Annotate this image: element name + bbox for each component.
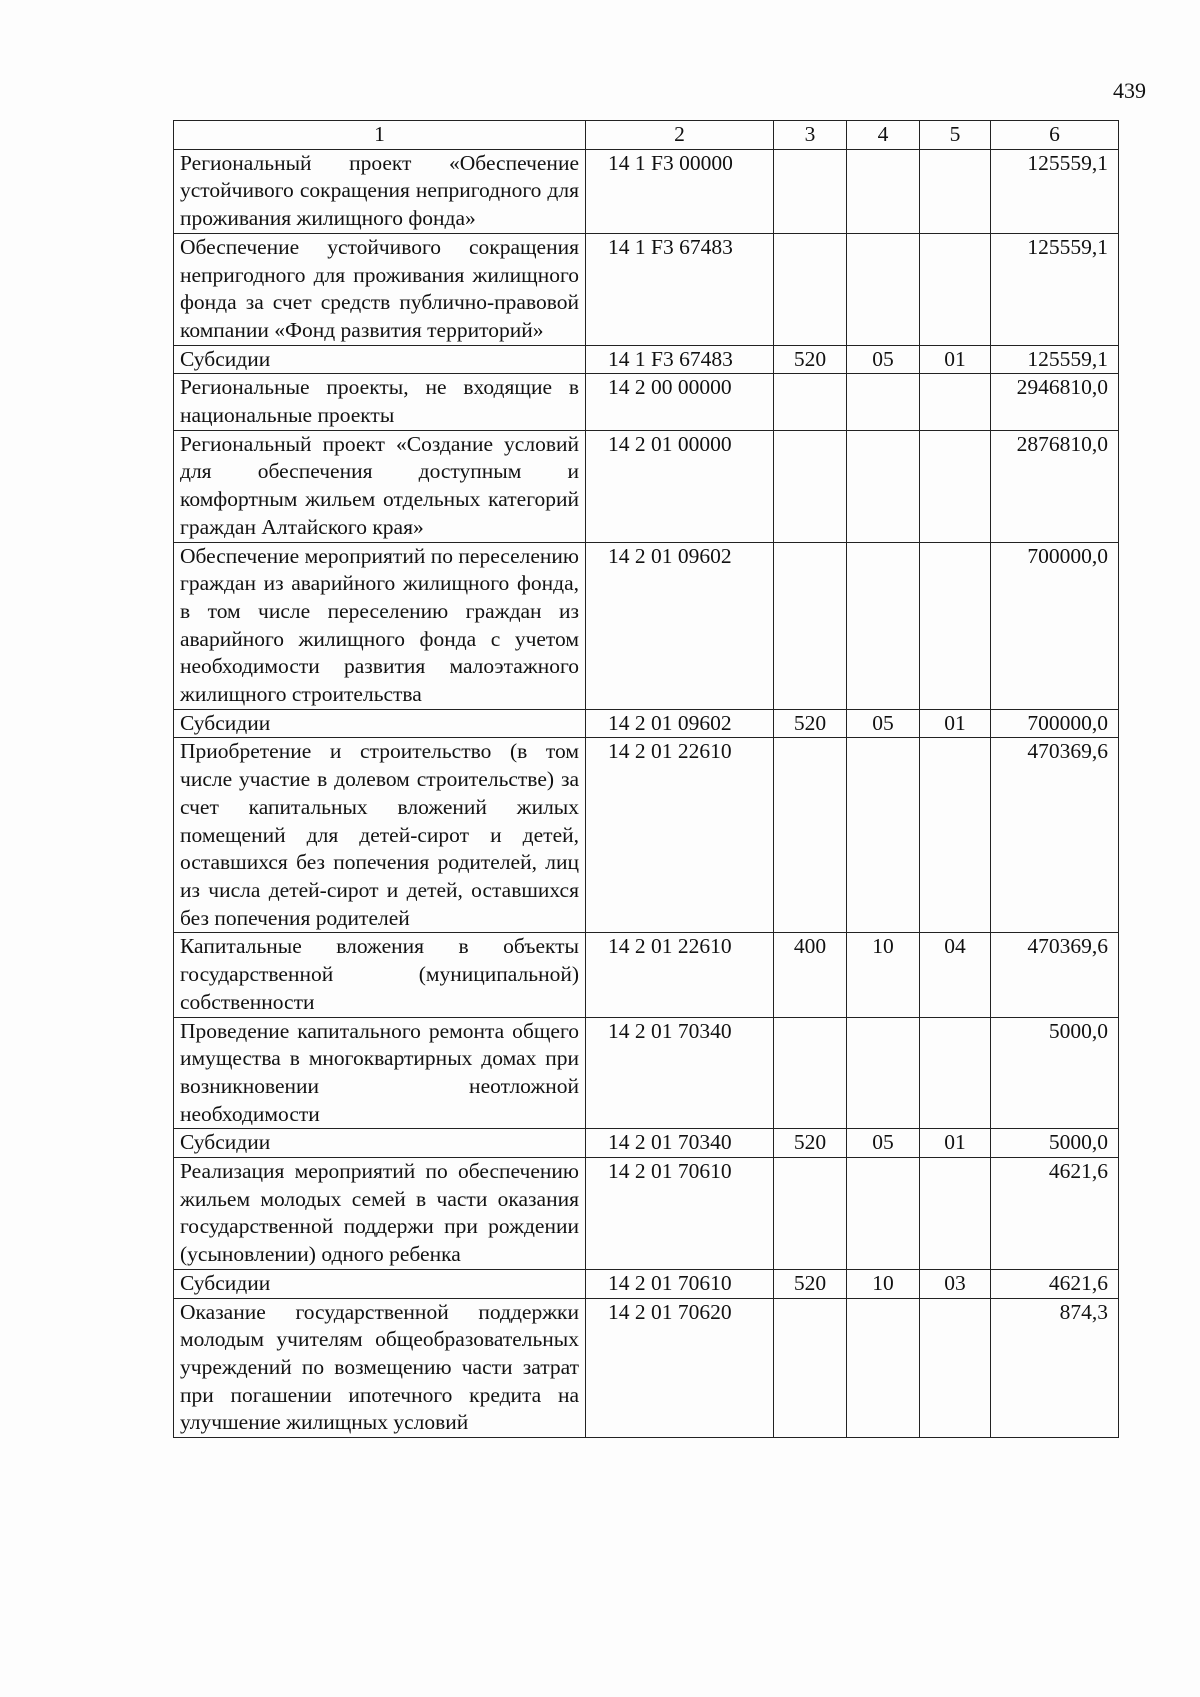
- row-code-cell: 14 2 00 00000: [586, 374, 774, 430]
- table-header-row: [174, 121, 1119, 150]
- column-header: 6: [991, 121, 1119, 150]
- row-col4-cell: 10: [847, 1269, 920, 1298]
- row-code-cell: 14 1 F3 00000: [586, 149, 774, 233]
- row-col3-cell: [774, 149, 847, 233]
- row-col5-cell: [920, 149, 991, 233]
- table-row: [174, 1298, 1119, 1438]
- row-col5-cell: 01: [920, 709, 991, 738]
- column-header: 2: [586, 121, 774, 150]
- row-name-cell: Региональный проект «Создание условий для обеспечения доступным и комфортным жильем отдельных категорий граждан Алтайского края»: [174, 430, 586, 542]
- table-row: [174, 149, 1119, 233]
- row-name-cell: Обеспечение мероприятий по переселению граждан из аварийного жилищного фонда, в том числе переселению граждан из аварийного жилищного фонда с учетом необходимости развития малоэтажного жилищного строительства: [174, 542, 586, 709]
- row-col5-cell: [920, 1017, 991, 1129]
- row-col3-cell: 520: [774, 1269, 847, 1298]
- row-col5-cell: [920, 233, 991, 345]
- column-header: 5: [920, 121, 991, 150]
- table-row: [174, 345, 1119, 374]
- row-col4-cell: [847, 1298, 920, 1438]
- row-code-cell: 14 2 01 00000: [586, 430, 774, 542]
- row-code-cell: 14 2 01 70610: [586, 1158, 774, 1270]
- row-col3-cell: [774, 738, 847, 933]
- row-col4-cell: 05: [847, 345, 920, 374]
- table-row: [174, 542, 1119, 709]
- row-amount-cell: 125559,1: [991, 233, 1119, 345]
- row-col3-cell: [774, 1017, 847, 1129]
- table-row: [174, 1017, 1119, 1129]
- row-col5-cell: [920, 1158, 991, 1270]
- row-amount-cell: 700000,0: [991, 709, 1119, 738]
- row-col4-cell: [847, 430, 920, 542]
- row-name-cell: Субсидии: [174, 345, 586, 374]
- row-amount-cell: 470369,6: [991, 738, 1119, 933]
- row-name-cell: Капитальные вложения в объекты государственной (муниципальной) собственности: [174, 933, 586, 1017]
- row-col5-cell: [920, 542, 991, 709]
- row-col3-cell: [774, 1298, 847, 1438]
- row-col4-cell: [847, 374, 920, 430]
- row-code-cell: 14 2 01 70620: [586, 1298, 774, 1438]
- row-col3-cell: [774, 430, 847, 542]
- row-col3-cell: [774, 1158, 847, 1270]
- table-row: [174, 1269, 1119, 1298]
- row-code-cell: 14 2 01 70340: [586, 1129, 774, 1158]
- row-col4-cell: [847, 149, 920, 233]
- table-row: [174, 1158, 1119, 1270]
- row-col5-cell: 01: [920, 1129, 991, 1158]
- row-name-cell: Региональный проект «Обеспечение устойчивого сокращения непригодного для проживания жилищного фонда»: [174, 149, 586, 233]
- row-amount-cell: 5000,0: [991, 1129, 1119, 1158]
- row-col4-cell: 05: [847, 709, 920, 738]
- row-name-cell: Проведение капитального ремонта общего имущества в многоквартирных домах при возникновении неотложной необходимости: [174, 1017, 586, 1129]
- row-amount-cell: 4621,6: [991, 1158, 1119, 1270]
- row-col4-cell: 10: [847, 933, 920, 1017]
- row-col3-cell: 520: [774, 345, 847, 374]
- row-col5-cell: [920, 374, 991, 430]
- row-col3-cell: [774, 374, 847, 430]
- row-amount-cell: 125559,1: [991, 345, 1119, 374]
- column-header: 1: [174, 121, 586, 150]
- row-amount-cell: 125559,1: [991, 149, 1119, 233]
- row-col5-cell: [920, 1298, 991, 1438]
- table-row: [174, 233, 1119, 345]
- row-name-cell: Приобретение и строительство (в том числе участие в долевом строительстве) за счет капитальных вложений жилых помещений для детей-сирот и детей, оставшихся без попечения родителей, лиц из числа детей-сирот и детей, оставшихся без попечения родителей: [174, 738, 586, 933]
- row-name-cell: Реализация мероприятий по обеспечению жильем молодых семей в части оказания государственной поддержи при рождении (усыновлении) одного ребенка: [174, 1158, 586, 1270]
- table-row: [174, 430, 1119, 542]
- row-col4-cell: [847, 738, 920, 933]
- row-col5-cell: 01: [920, 345, 991, 374]
- row-amount-cell: 5000,0: [991, 1017, 1119, 1129]
- column-header: 3: [774, 121, 847, 150]
- row-code-cell: 14 2 01 70610: [586, 1269, 774, 1298]
- row-col4-cell: [847, 233, 920, 345]
- row-col3-cell: 400: [774, 933, 847, 1017]
- row-col3-cell: [774, 233, 847, 345]
- table-row: [174, 709, 1119, 738]
- row-name-cell: Субсидии: [174, 709, 586, 738]
- row-col3-cell: 520: [774, 1129, 847, 1158]
- row-code-cell: 14 1 F3 67483: [586, 233, 774, 345]
- row-code-cell: 14 2 01 09602: [586, 709, 774, 738]
- row-amount-cell: 4621,6: [991, 1269, 1119, 1298]
- row-col5-cell: 03: [920, 1269, 991, 1298]
- row-col3-cell: [774, 542, 847, 709]
- row-col5-cell: [920, 430, 991, 542]
- row-code-cell: 14 2 01 70340: [586, 1017, 774, 1129]
- row-code-cell: 14 1 F3 67483: [586, 345, 774, 374]
- row-name-cell: Обеспечение устойчивого сокращения непригодного для проживания жилищного фонда за счет средств публично-правовой компании «Фонд развития территорий»: [174, 233, 586, 345]
- row-col5-cell: [920, 738, 991, 933]
- budget-table: [173, 120, 1119, 1438]
- row-col4-cell: [847, 1158, 920, 1270]
- row-amount-cell: 700000,0: [991, 542, 1119, 709]
- row-name-cell: Субсидии: [174, 1269, 586, 1298]
- row-code-cell: 14 2 01 22610: [586, 933, 774, 1017]
- table-row: [174, 1129, 1119, 1158]
- row-col4-cell: [847, 542, 920, 709]
- table-row: [174, 738, 1119, 933]
- row-code-cell: 14 2 01 09602: [586, 542, 774, 709]
- page-number: 439: [1113, 78, 1146, 103]
- row-amount-cell: 2876810,0: [991, 430, 1119, 542]
- row-amount-cell: 470369,6: [991, 933, 1119, 1017]
- row-name-cell: Региональные проекты, не входящие в национальные проекты: [174, 374, 586, 430]
- row-col4-cell: 05: [847, 1129, 920, 1158]
- row-amount-cell: 874,3: [991, 1298, 1119, 1438]
- row-name-cell: Оказание государственной поддержки молодым учителям общеобразовательных учреждений по возмещению части затрат при погашении ипотечного кредита на улучшение жилищных условий: [174, 1298, 586, 1438]
- row-col4-cell: [847, 1017, 920, 1129]
- row-col3-cell: 520: [774, 709, 847, 738]
- table-row: [174, 933, 1119, 1017]
- row-amount-cell: 2946810,0: [991, 374, 1119, 430]
- row-code-cell: 14 2 01 22610: [586, 738, 774, 933]
- column-header: 4: [847, 121, 920, 150]
- row-name-cell: Субсидии: [174, 1129, 586, 1158]
- row-col5-cell: 04: [920, 933, 991, 1017]
- table-row: [174, 374, 1119, 430]
